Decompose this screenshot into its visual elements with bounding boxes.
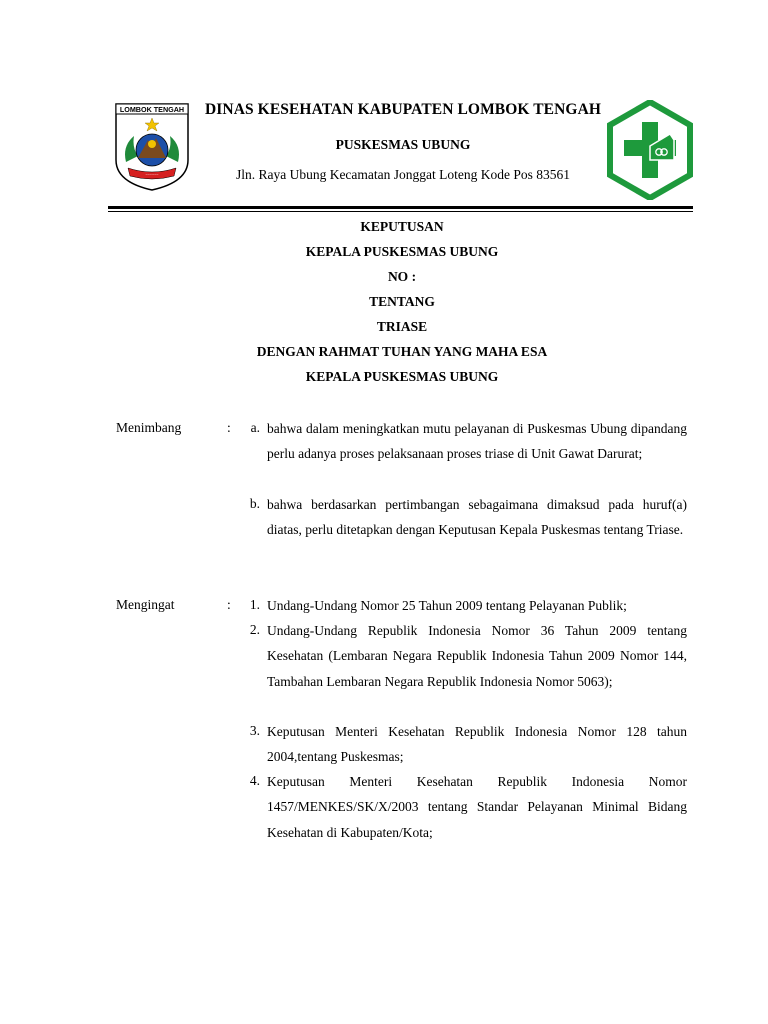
office-title: DINAS KESEHATAN KABUPATEN LOMBOK TENGAH: [204, 101, 602, 118]
menimbang-item-marker: a.: [250, 420, 260, 435]
menimbang-colon: :: [227, 420, 231, 435]
mengingat-item-text: Keputusan Menteri Kesehatan Republik Indonesia Nomor 1457/MENKES/SK/X/2003 tentang Standar Pelayanan Minimal Bidang Kesehatan di Kabupaten/Kota;: [267, 774, 687, 840]
mengingat-item-text: Undang-Undang Republik Indonesia Nomor 36 Tahun 2009 tentang Kesehatan (Lembaran Negara Republik Indonesia Tahun 2009 Nomor 144, Tambahan Lembaran Negara Republik Indonesia Nomor 5063);: [267, 623, 687, 689]
header-divider-thick: [108, 206, 693, 209]
decree-invocation: DENGAN RAHMAT TUHAN YANG MAHA ESA: [256, 344, 548, 359]
mengingat-item-marker: 4.: [249, 773, 260, 788]
menimbang-label: Menimbang: [116, 420, 182, 435]
header-divider-thin: [108, 211, 693, 212]
decree-subject: TRIASE: [376, 319, 428, 334]
menimbang-item-text: bahwa dalam meningkatkan mutu pelayanan di Puskesmas Ubung dipandang perlu adanya proses pelaksanaan proses triase di Unit Gawat Darurat;: [267, 421, 687, 462]
puskesmas-logo-icon: [606, 100, 694, 200]
mengingat-item-marker: 2.: [249, 622, 260, 637]
mengingat-item-text: Keputusan Menteri Kesehatan Republik Indonesia Nomor 128 tahun 2004,tentang Puskesmas;: [267, 724, 687, 765]
decree-number: NO :: [387, 269, 417, 284]
decree-issuer: KEPALA PUSKESMAS UBUNG: [305, 244, 499, 259]
decree-about: TENTANG: [369, 294, 435, 309]
crest-banner-text: LOMBOK TENGAH: [119, 105, 185, 114]
mengingat-item-text: Undang-Undang Nomor 25 Tahun 2009 tentang Pelayanan Publik;: [267, 598, 627, 613]
mengingat-item-marker: 1.: [249, 597, 260, 612]
decree-type: KEPUTUSAN: [360, 219, 444, 234]
mengingat-item-marker: 3.: [249, 723, 260, 738]
svg-text:~~~~~~~: ~~~~~~~: [145, 173, 159, 177]
menimbang-item-text: bahwa berdasarkan pertimbangan sebagaimana dimaksud pada huruf(a) diatas, perlu ditetapkan dengan Keputusan Kepala Puskesmas tentang Triase.: [267, 497, 687, 538]
office-subtitle: PUSKESMAS UBUNG: [335, 137, 471, 152]
lombok-tengah-crest-icon: [112, 102, 192, 192]
decree-issuer-repeat: KEPALA PUSKESMAS UBUNG: [305, 369, 499, 384]
mengingat-label: Mengingat: [116, 597, 175, 612]
menimbang-item-marker: b.: [249, 496, 260, 511]
office-address: Jln. Raya Ubung Kecamatan Jonggat Loteng Kode Pos 83561: [235, 167, 571, 182]
mengingat-colon: :: [227, 597, 231, 612]
